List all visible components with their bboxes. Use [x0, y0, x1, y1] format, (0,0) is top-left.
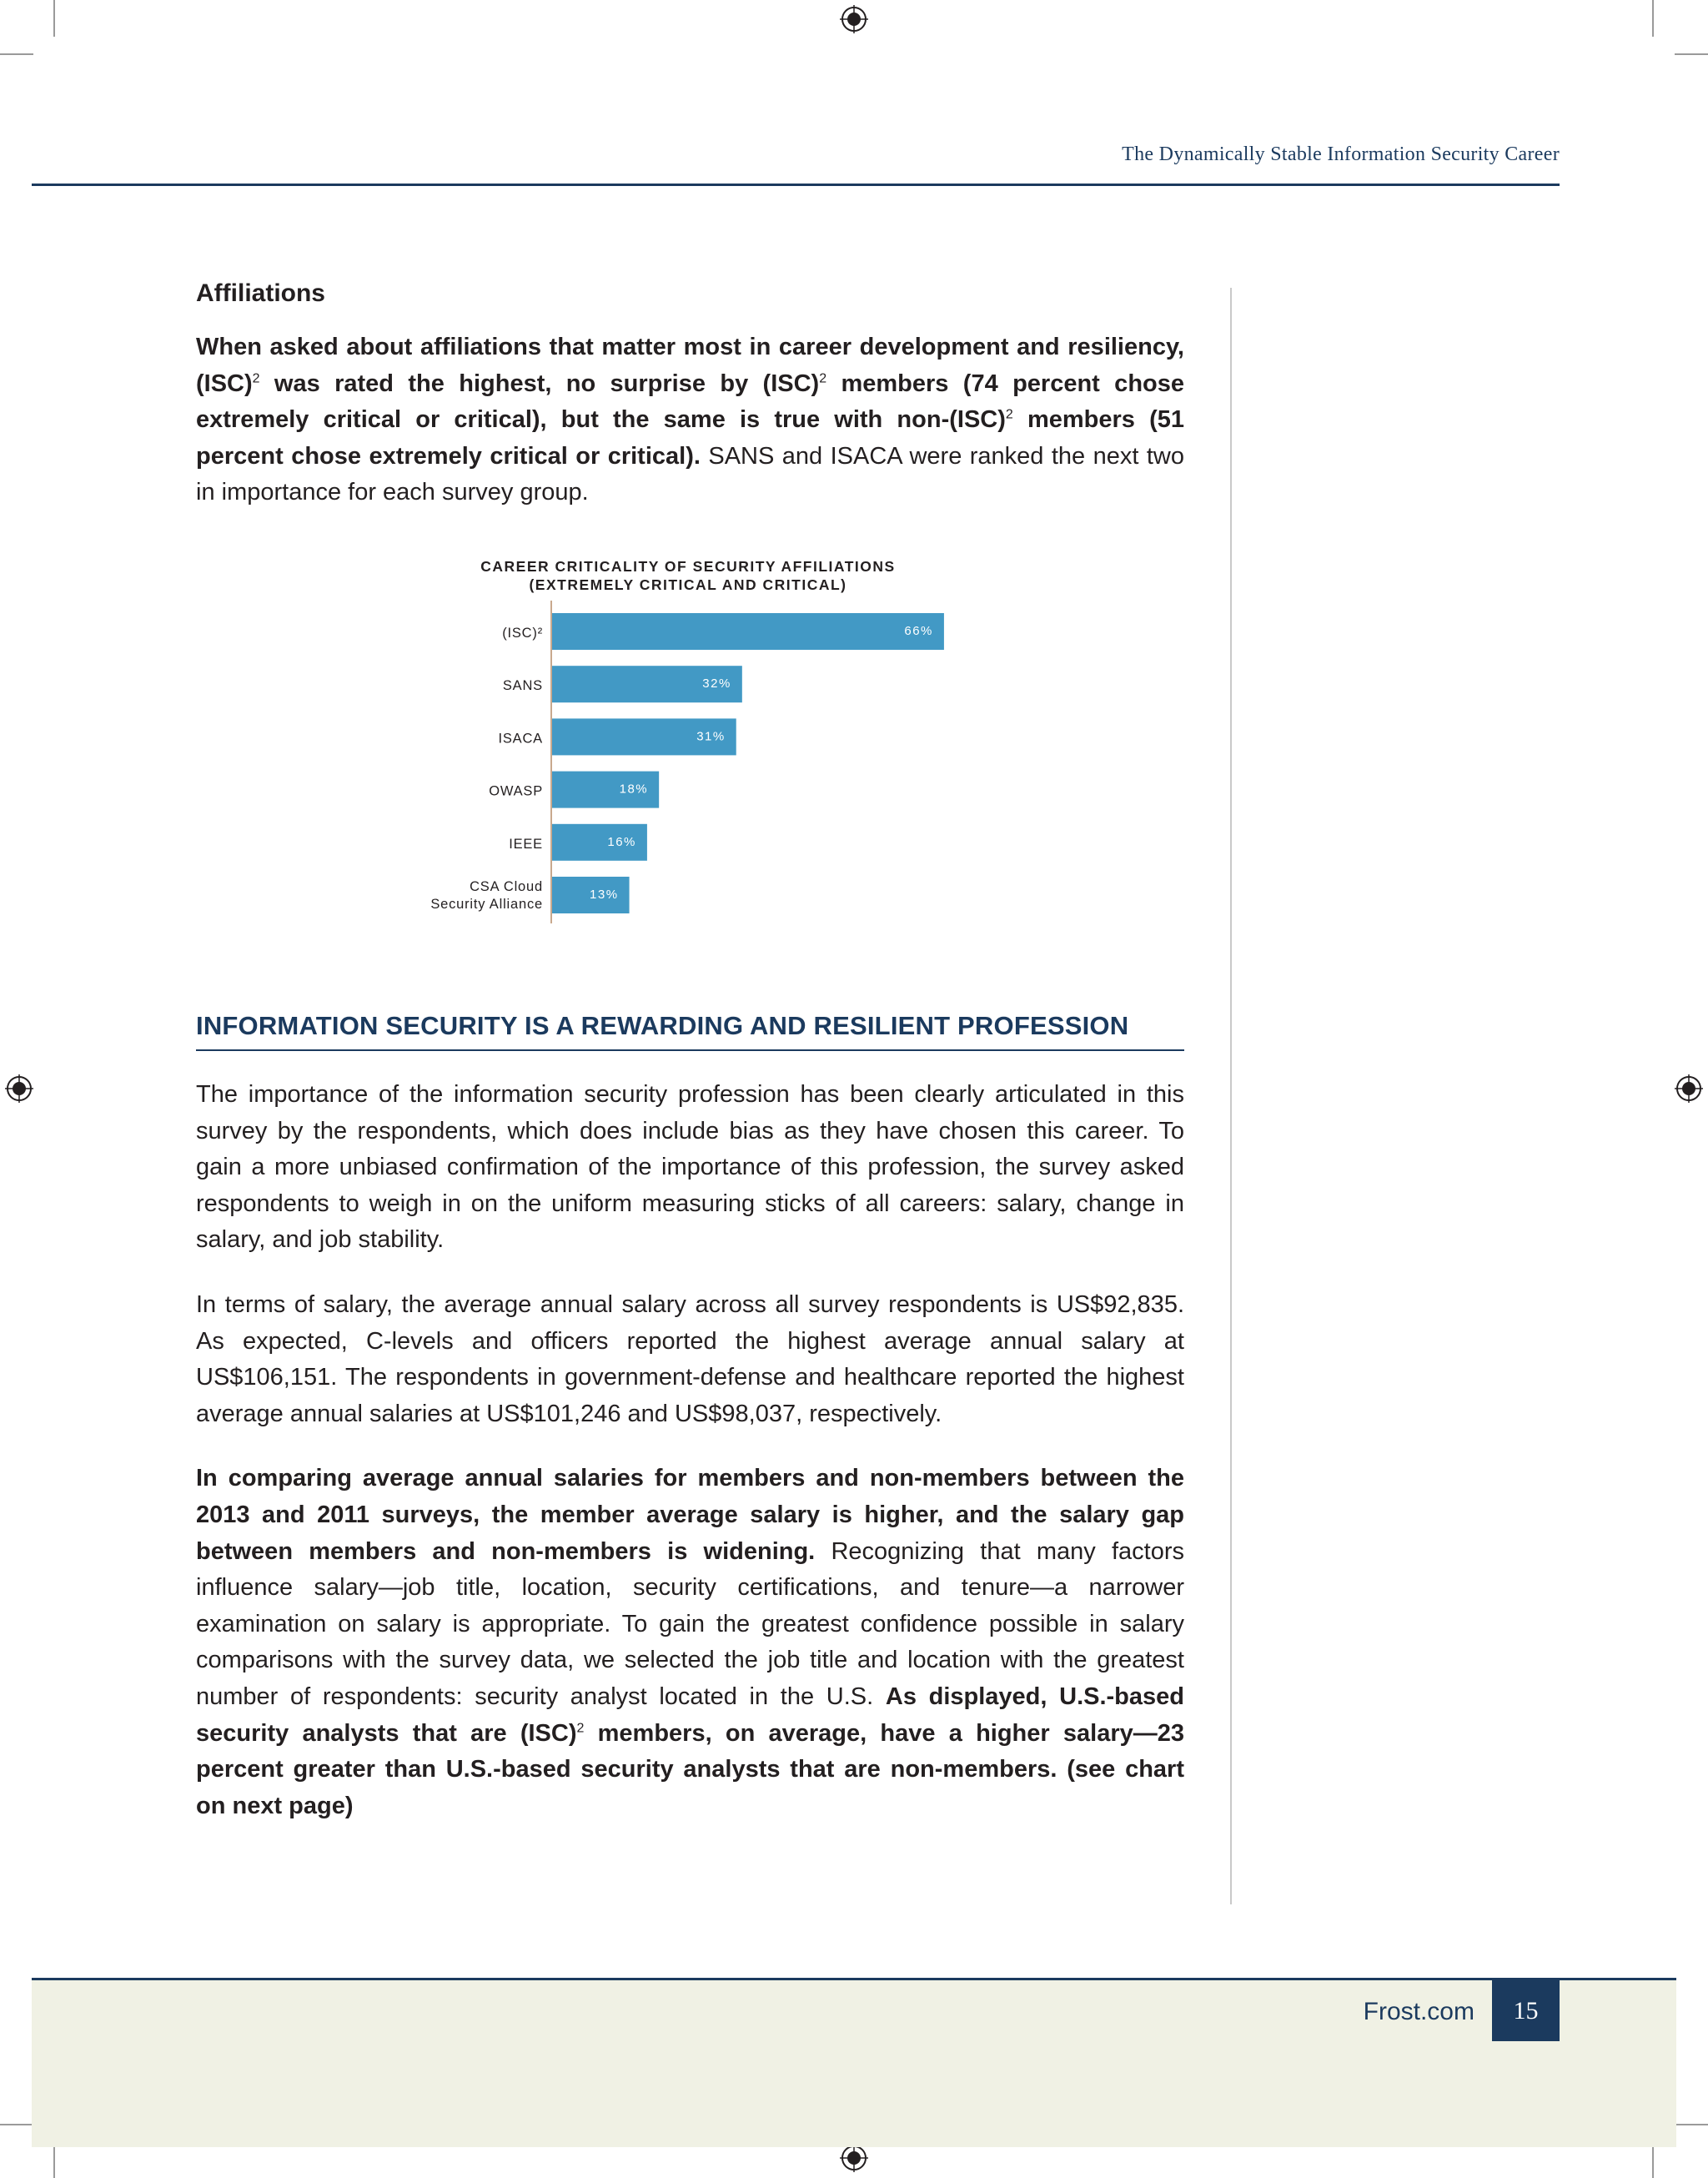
- crop-mark: [53, 0, 55, 37]
- chart-data-label: 13%: [590, 888, 619, 902]
- paragraph: The importance of the information security profession has been clearly articulated in this survey by the respondents, which does include bias as they have chosen this career. To gain a more unbiased confirmation of the importance of this profession, the survey asked respondents to weigh in on the uniform measuring sticks of all careers: salary, change in salary, and job stability.: [196, 1081, 1184, 1254]
- registration-mark-icon: [840, 2144, 868, 2172]
- superscript: 2: [252, 370, 260, 385]
- chart-category-label-line: (ISC)²: [502, 626, 543, 641]
- superscript: 2: [576, 1720, 585, 1735]
- footer-site-link[interactable]: Frost.com: [1363, 1998, 1474, 2025]
- crop-mark: [1675, 53, 1708, 55]
- sidebar-divider: [1230, 288, 1232, 1904]
- bold-text: members (51 percent chose extremely critical or critical).: [196, 406, 1184, 470]
- chart-category-label: [430, 879, 543, 912]
- registration-mark-icon: [5, 1074, 33, 1103]
- section-body: [196, 1077, 1184, 1824]
- body-text: SANS and ISACA were ranked the next two in importance for each survey group.: [196, 442, 1185, 506]
- crop-mark: [0, 2124, 33, 2125]
- chart-category-label: [498, 731, 543, 746]
- crop-mark: [1675, 2124, 1708, 2125]
- bold-text: was rated the highest, no surprise by (ISC): [259, 370, 820, 397]
- crop-mark: [0, 53, 33, 55]
- chart-category-label-line: OWASP: [489, 783, 543, 799]
- running-header-title: The Dynamically Stable Information Security Career: [1122, 143, 1560, 165]
- chart-category-label-line: Security Alliance: [430, 897, 543, 912]
- chart-category-label: [503, 678, 543, 693]
- chart-category-label-line: IEEE: [509, 836, 543, 852]
- bold-text: When asked about affiliations that matter most in career development and resiliency, (ISC): [196, 334, 1184, 397]
- affiliations-paragraph: [196, 329, 1184, 511]
- chart-category-label: [489, 784, 543, 799]
- page-number: 15: [1492, 1980, 1560, 2041]
- registration-mark-icon: [840, 5, 868, 33]
- chart-title-line: CAREER CRITICALITY OF SECURITY AFFILIATIONS: [480, 558, 896, 575]
- chart-category-label-line: CSA Cloud: [470, 879, 543, 894]
- chart-title-line: (EXTREMELY CRITICAL AND CRITICAL): [529, 576, 847, 593]
- affiliations-bar-chart: [400, 601, 984, 934]
- superscript: 2: [819, 370, 827, 385]
- chart-category-label-line: ISACA: [498, 731, 543, 747]
- bold-text: In comparing average annual salaries for members and non-members between the 2013 and 2011 surveys, the member average salary is higher, and the salary gap between members and non-members is widening.: [196, 1465, 1184, 1565]
- paragraph: [196, 1461, 1184, 1824]
- footer-rule: [32, 1978, 1676, 1980]
- superscript: 2: [1005, 407, 1013, 422]
- chart-category-label: [509, 837, 543, 852]
- chart-data-label: 66%: [904, 624, 933, 638]
- body-text: Recognizing that many factors influence salary—job title, location, security certifications, and tenure—a narrower examination on salary is appropriate. To gain the greatest confidence possible in salary comparisons with the survey data, we selected the job title and location with the greatest number of respondents: security analyst located in the U.S.: [196, 1537, 1184, 1710]
- registration-mark-icon: [1675, 1074, 1703, 1103]
- affiliations-subhead: Affiliations: [196, 279, 325, 307]
- bold-text: members (74 percent chose extremely critical or critical), but the same is true with non-(ISC): [196, 370, 1184, 434]
- chart-data-label: 18%: [619, 782, 649, 797]
- section-heading: INFORMATION SECURITY IS A REWARDING AND RESILIENT PROFESSION: [196, 1011, 1129, 1040]
- chart-data-label: 32%: [702, 677, 731, 692]
- affiliations-section: [196, 279, 1184, 511]
- bold-text: members, on average, have a higher salary—23 percent greater than U.S.-based security analysts that are non-members. (see chart on next page): [196, 1719, 1185, 1819]
- section-heading-rule: [196, 1049, 1184, 1051]
- bold-text: As displayed, U.S.-based security analysts that are (ISC): [196, 1683, 1184, 1747]
- chart-category-label-line: SANS: [502, 678, 543, 694]
- crop-mark: [1652, 0, 1654, 37]
- header-rule: [32, 184, 1560, 186]
- chart-bar: [552, 613, 944, 650]
- chart-title: [467, 557, 909, 594]
- chart-data-label: 16%: [607, 834, 636, 849]
- paragraph: In terms of salary, the average annual salary across all survey respondents is US$92,835. As expected, C-levels and officers reported the highest average annual salary at US$106,151. The respondents in government-defense and healthcare reported the highest average annual salaries at US$101,246 and US$98,037, respectively.: [196, 1290, 1184, 1427]
- chart-data-label: 31%: [696, 729, 726, 744]
- chart-category-label: [502, 626, 543, 641]
